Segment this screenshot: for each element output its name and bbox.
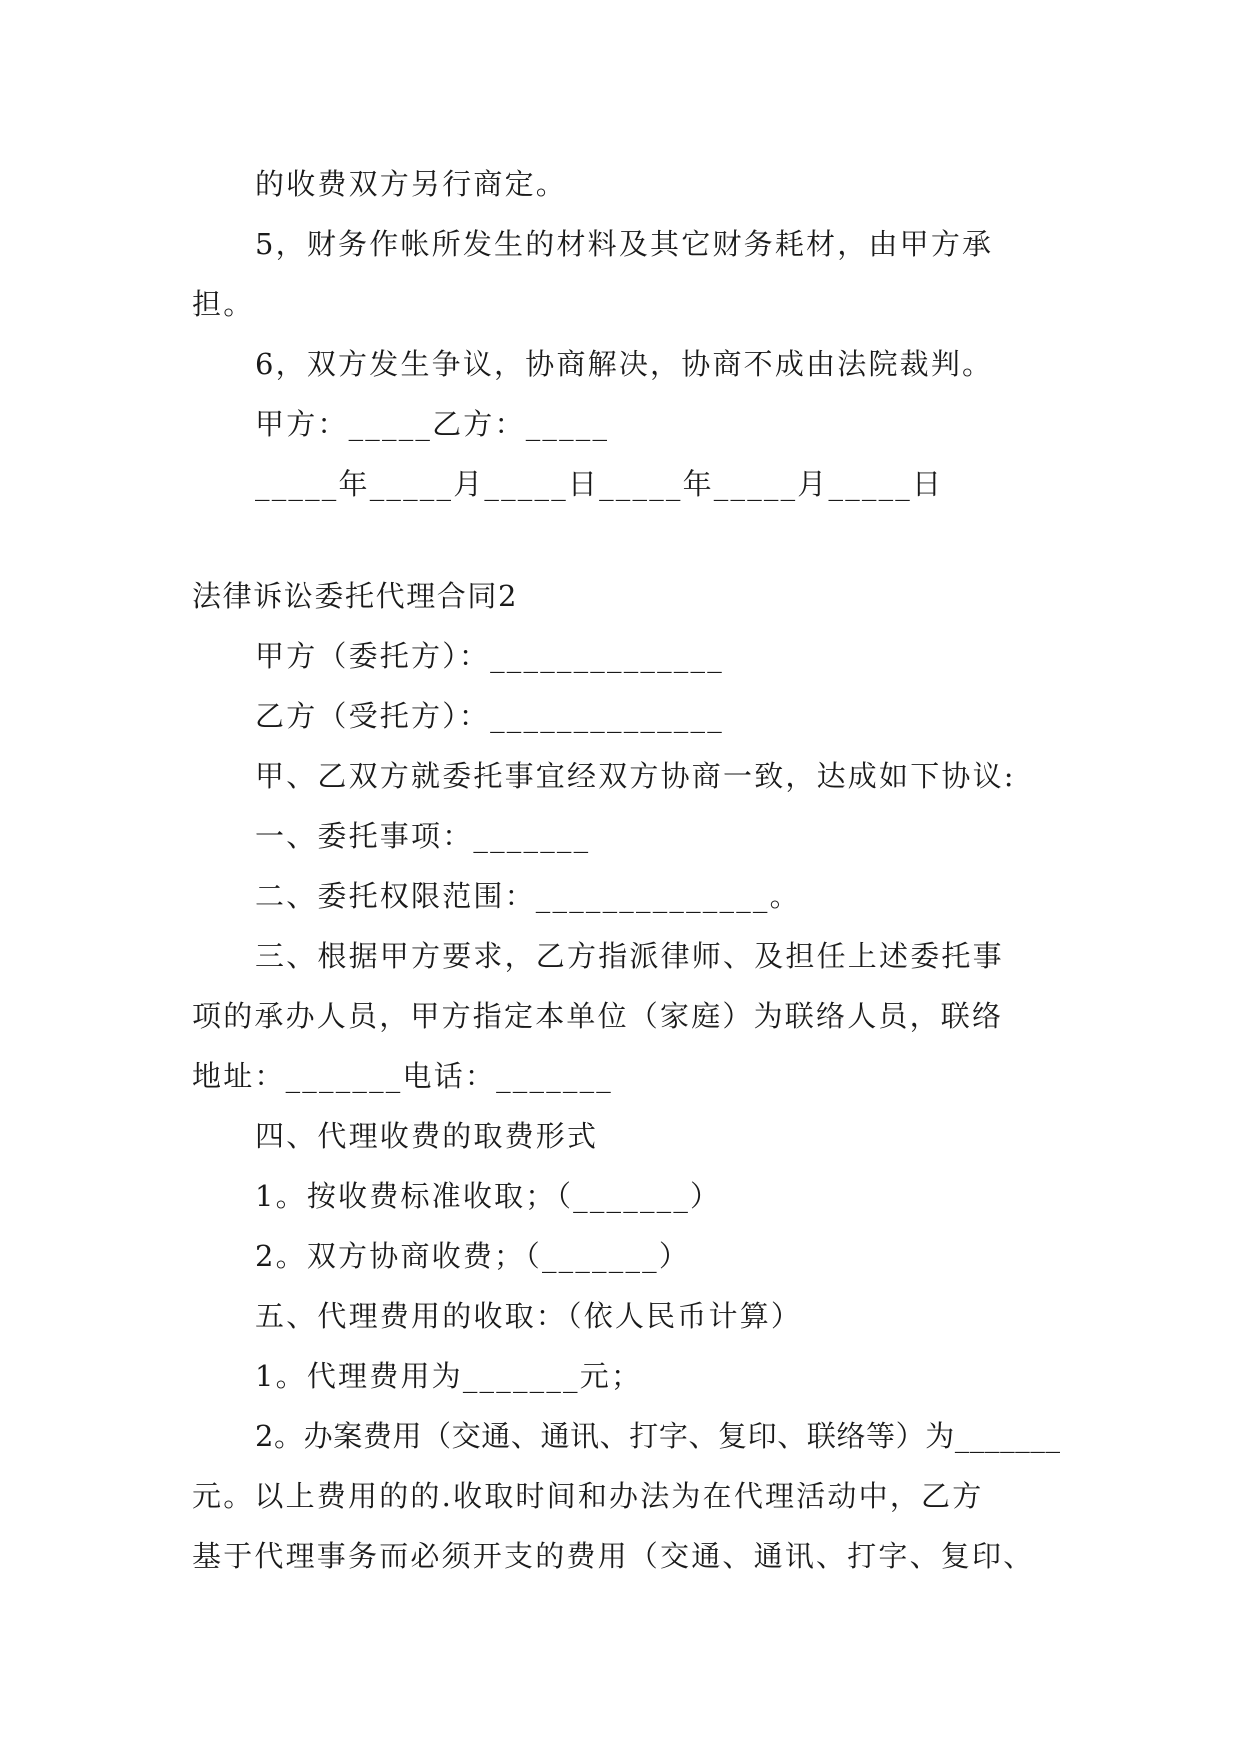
party-a-line: 甲方（委托方）：______________ [255,639,724,673]
party-b-line: 乙方（受托方）：______________ [255,699,724,733]
text-line: 5，财务作帐所发生的材料及其它财务耗材，由甲方承 [255,227,994,261]
text-line: 项的承办人员，甲方指定本单位（家庭）为联络人员，联络 [192,999,1004,1033]
text-line: 1。按收费标准收取；（_______） [255,1179,722,1213]
text-line: 6，双方发生争议，协商解决，协商不成由法院裁判。 [255,347,994,381]
text-line: 基于代理事务而必须开支的费用（交通、通讯、打字、复印、 [192,1539,1035,1573]
text-line: 甲、乙双方就委托事宜经双方协商一致，达成如下协议: [255,759,1016,793]
signature-line: 甲方：_____乙方：_____ [255,407,610,441]
section-title: 法律诉讼委托代理合同2 [192,579,519,613]
text-line: 元。以上费用的的.收取时间和办法为在代理活动中，乙方 [192,1479,984,1513]
text-line: 五、代理费用的收取：（依人民币计算） [255,1299,803,1333]
text-line: 地址：_______电话：_______ [192,1059,614,1093]
text-line: 2。办案费用（交通、通讯、打字、复印、联络等）为_______ [255,1419,1061,1453]
text-line: 二、委托权限范围：______________。 [255,879,801,913]
date-line: _____年_____月_____日_____年_____月_____日 [255,467,944,501]
text-line: 三、根据甲方要求，乙方指派律师、及担任上述委托事 [255,939,1004,973]
text-line: 一、委托事项：_______ [255,819,591,853]
text-line: 担。 [192,287,255,321]
text-line: 2。双方协商收费；（_______） [255,1239,691,1273]
text-line: 四、代理收费的取费形式 [255,1119,599,1153]
text-line: 1。代理费用为_______元； [255,1359,643,1393]
text-line: 的收费双方另行商定。 [255,167,568,201]
